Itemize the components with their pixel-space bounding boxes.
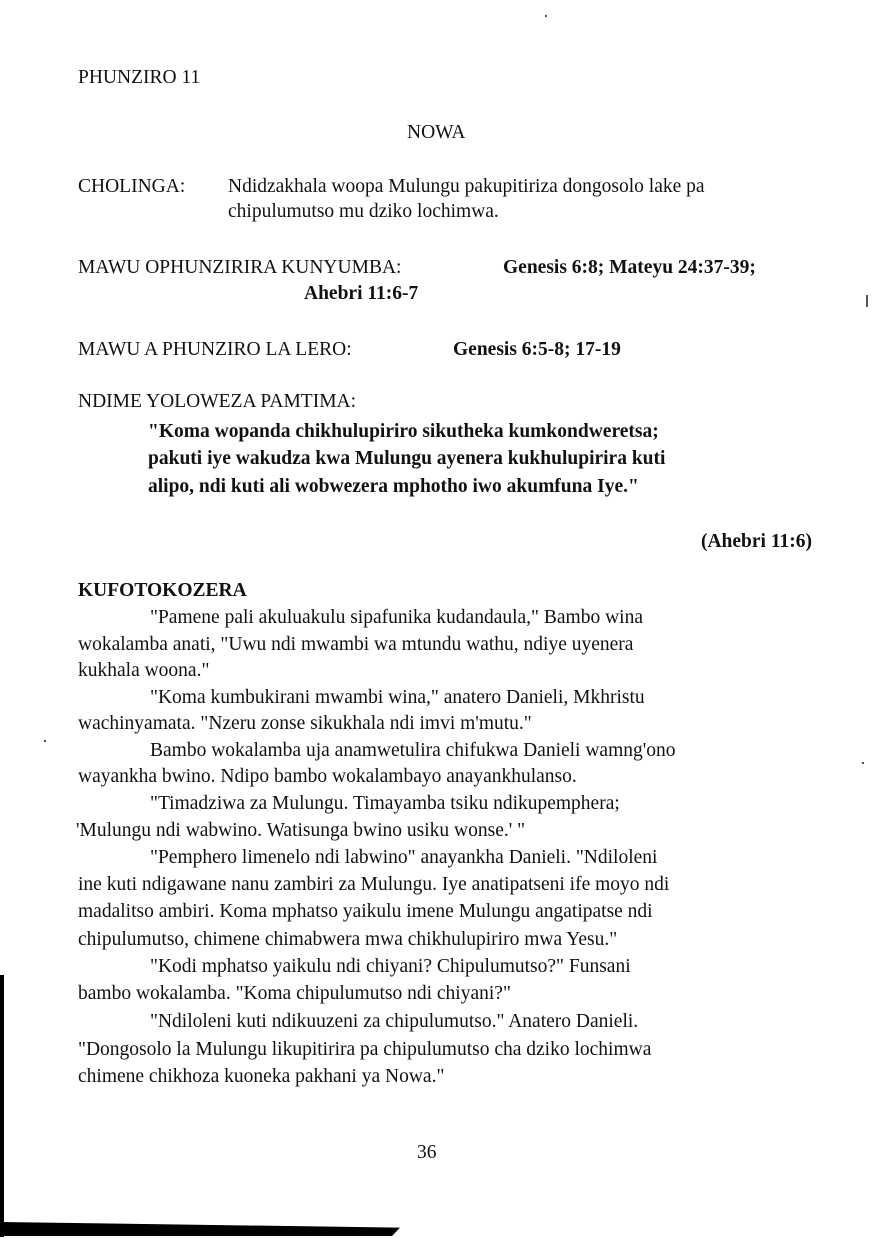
scan-speck [862,762,864,764]
home-reading-label: MAWU OPHUNZIRIRA KUNYUMBA: [78,257,402,278]
page-number: 36 [417,1142,437,1163]
home-reading-refs: Ahebri 11:6-7 [304,283,419,304]
lesson-title: NOWA [407,122,466,143]
body-line: "Ndiloleni kuti ndikuuzeni za chipulumutso." Anatero Danieli. [150,1011,639,1032]
body-line: "Timadziwa za Mulungu. Timayamba tsiku ndikupemphera; [150,793,620,814]
body-line: ine kuti ndigawane nanu zambiri za Mulungu. Iye anatipatseni ife moyo ndi [78,874,670,895]
body-line: "Pemphero limenelo ndi labwino" anayankha Danieli. "Ndiloleni [150,847,658,868]
home-reading-refs: Genesis 6:8; Mateyu 24:37-39; [503,257,756,278]
cholinga-line: Ndidzakhala woopa Mulungu pakupitiriza dongosolo lake pa [228,176,705,197]
body-line: kukhala woona." [78,660,210,681]
body-line: chipulumutso, chimene chimabwera mwa chikhulupiriro mwa Yesu." [78,929,618,950]
memory-verse-line: "Koma wopanda chikhulupiriro sikutheka kumkondweretsa; [148,421,659,442]
body-line: wachinyamata. "Nzeru zonse sikukhala ndi imvi m'mutu." [78,713,532,734]
body-line: Bambo wokalamba uja anamwetulira chifukwa Danieli wamng'ono [150,740,676,761]
body-line: bambo wokalamba. "Koma chipulumutso ndi chiyani?" [78,983,511,1004]
todays-reading-refs: Genesis 6:5-8; 17-19 [453,339,621,360]
scan-edge-artifact [0,975,4,1237]
memory-verse-reference: (Ahebri 11:6) [700,531,812,552]
scan-bar-artifact [0,1222,400,1236]
body-line: "Dongosolo la Mulungu likupitirira pa chipulumutso cha dziko lochimwa [78,1039,652,1060]
memory-verse-line: pakuti iye wakudza kwa Mulungu ayenera kukhulupirira kuti [148,448,666,469]
memory-verse-label: NDIME YOLOWEZA PAMTIMA: [78,391,357,412]
scan-speck [44,740,46,742]
body-line: "Kodi mphatso yaikulu ndi chiyani? Chipulumutso?" Funsani [150,956,631,977]
lesson-label: PHUNZIRO 11 [78,67,201,88]
explanation-heading: KUFOTOKOZERA [78,580,247,601]
cholinga-label: CHOLINGA: [78,176,186,197]
body-line: chimene chikhoza kuoneka pakhani ya Nowa." [78,1066,445,1087]
cholinga-line: chipulumutso mu dziko lochimwa. [228,201,499,222]
scan-speck [866,295,868,307]
body-line: 'Mulungu ndi wabwino. Watisunga bwino usiku wonse.' " [76,820,526,841]
body-line: wayankha bwino. Ndipo bambo wokalambayo anayankhulanso. [78,766,577,787]
todays-reading-label: MAWU A PHUNZIRO LA LERO: [78,339,352,360]
body-line: "Koma kumbukirani mwambi wina," anatero Danieli, Mkhristu [150,687,645,708]
body-line: madalitso ambiri. Koma mphatso yaikulu imene Mulungu angatipatse ndi [78,901,653,922]
body-line: wokalamba anati, "Uwu ndi mwambi wa mtundu wathu, ndiye uyenera [78,634,634,655]
scan-speck [545,15,547,17]
body-line: "Pamene pali akuluakulu sipafunika kudandaula," Bambo wina [150,607,644,628]
memory-verse-line: alipo, ndi kuti ali wobwezera mphotho iwo akumfuna Iye." [148,476,639,497]
